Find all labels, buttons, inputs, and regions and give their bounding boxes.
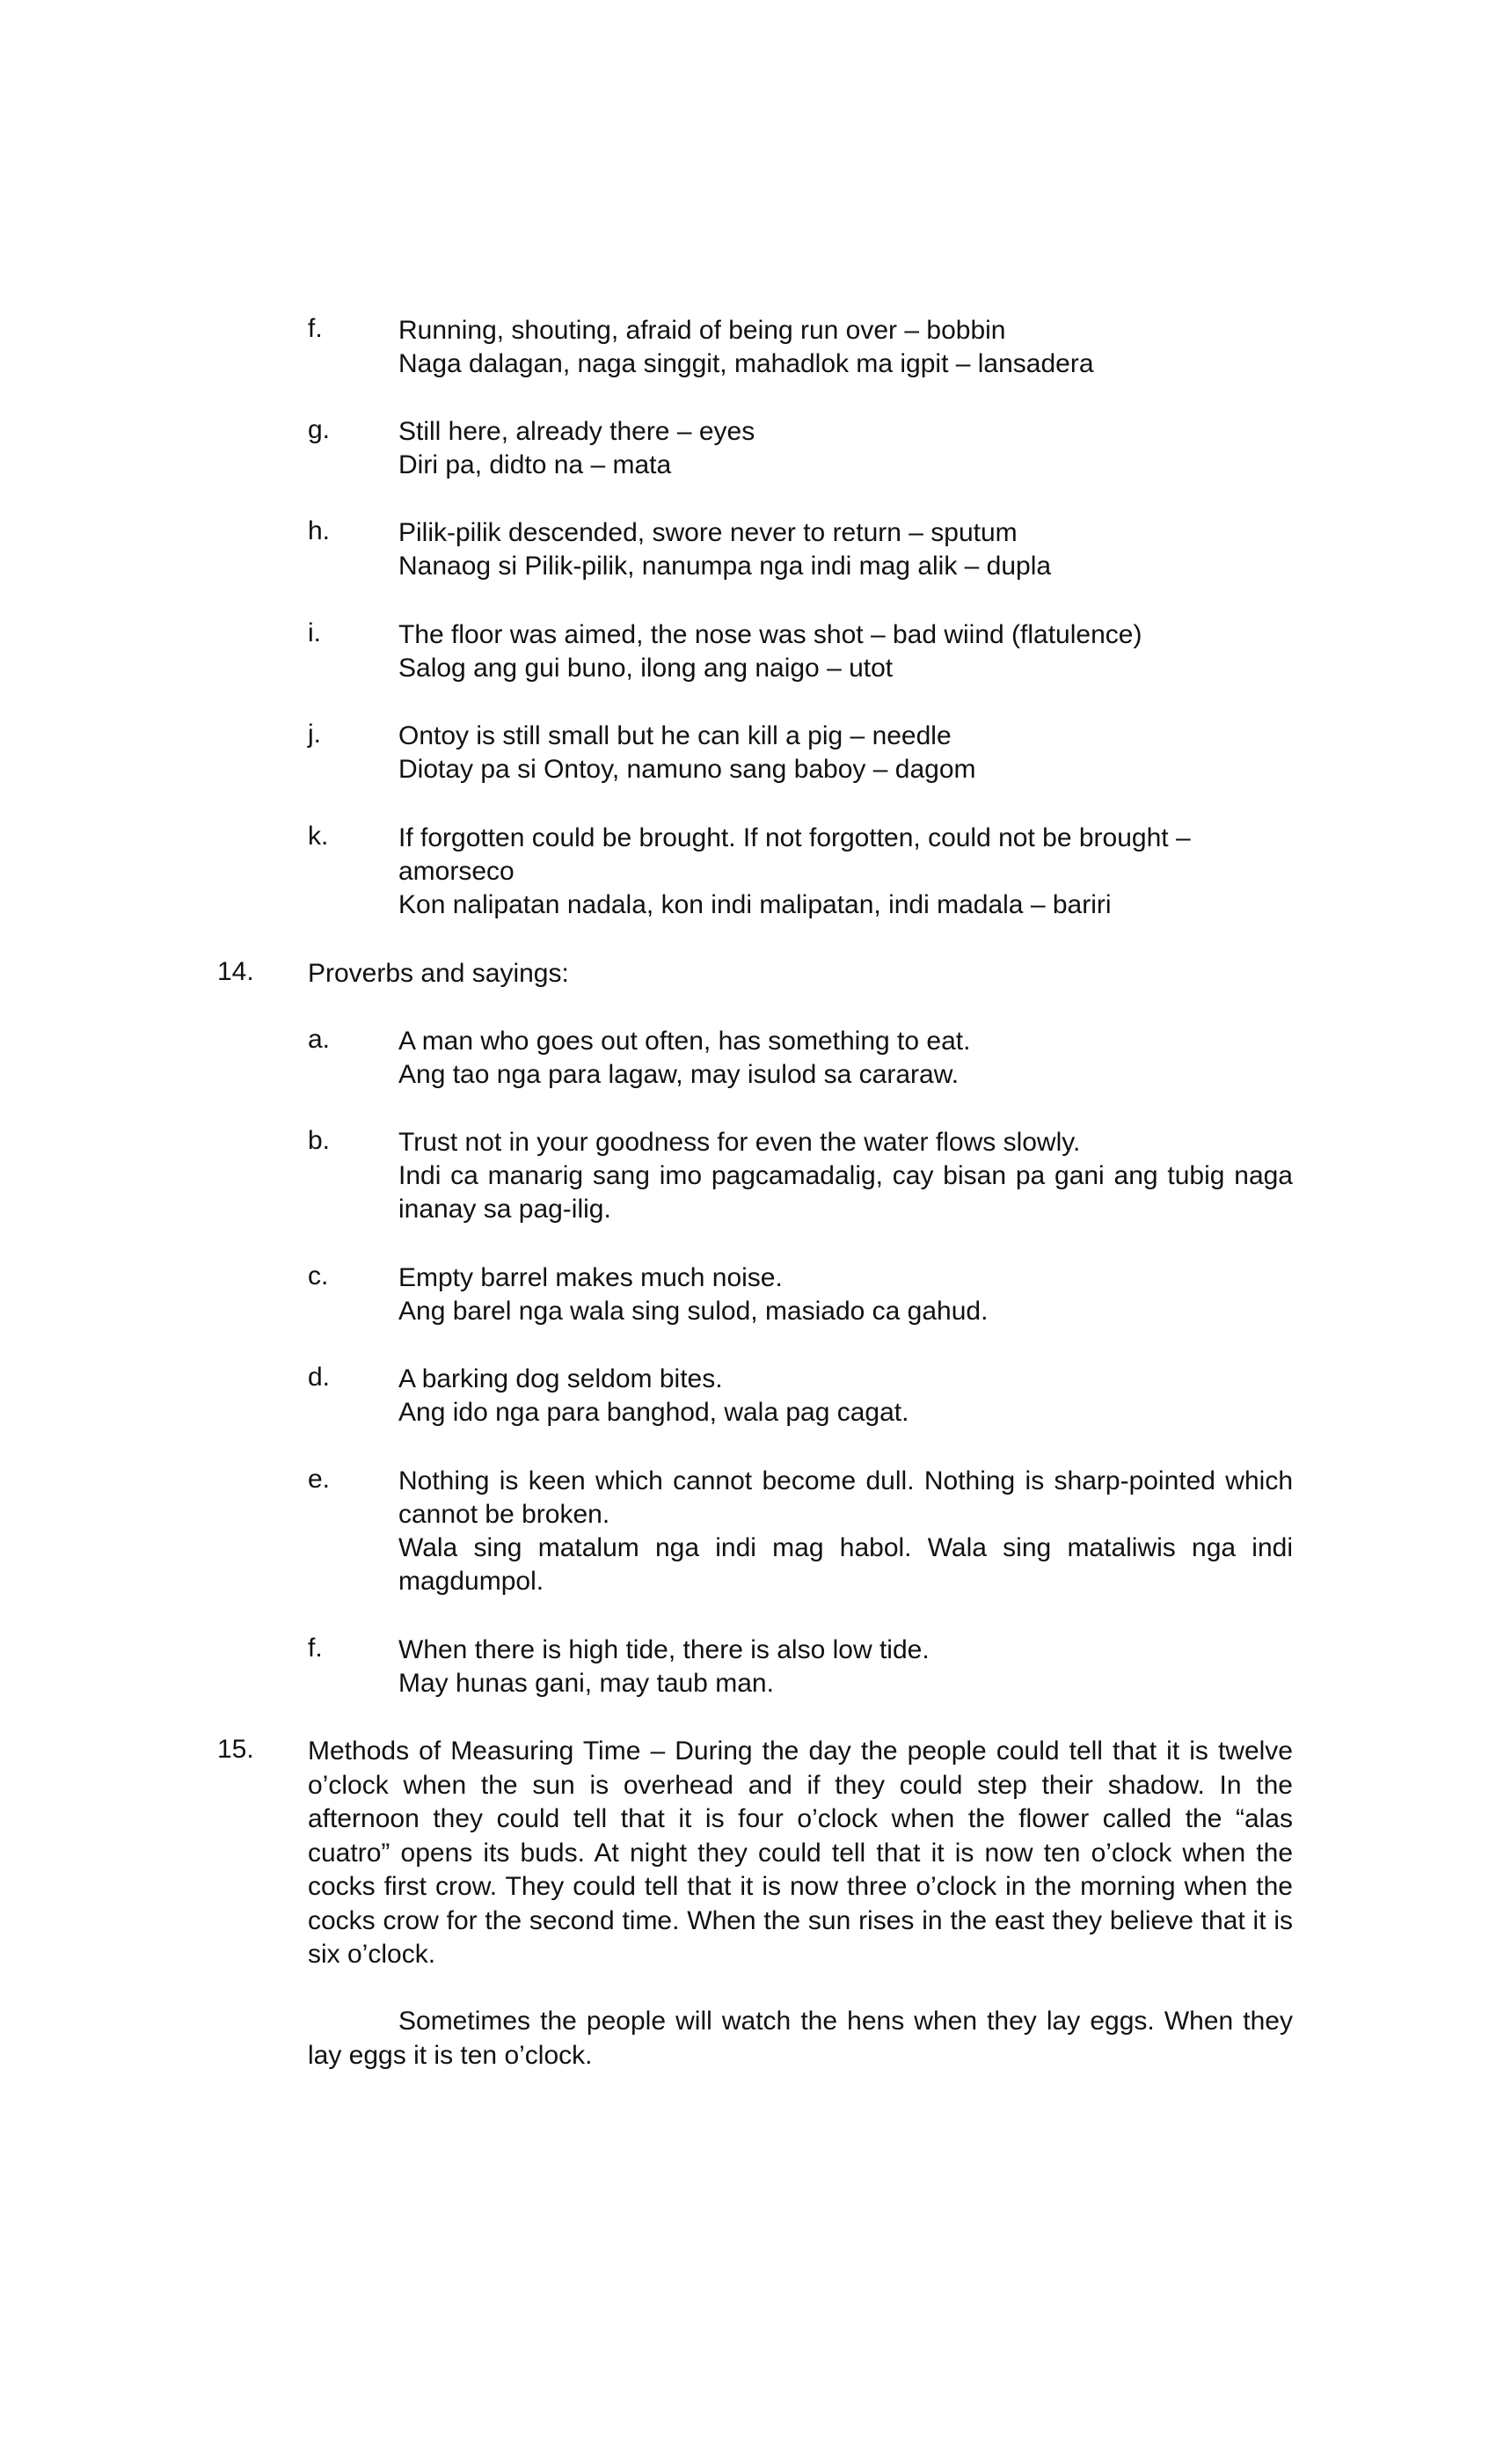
item-marker: f. bbox=[308, 314, 323, 343]
proverb-hiligaynon: Indi ca manarig sang imo pagcamadalig, cay bisan pa gani ang tubig naga inanay sa pag-ilig. bbox=[398, 1161, 1293, 1224]
section-number: 14. bbox=[217, 957, 254, 986]
riddle-english: Ontoy is still small but he can kill a pig – needle bbox=[398, 721, 952, 750]
proverb-hiligaynon: Ang barel nga wala sing sulod, masiado ca gahud. bbox=[398, 1297, 989, 1326]
item-marker: e. bbox=[308, 1465, 331, 1494]
riddle-hiligaynon: Diri pa, didto na – mata bbox=[398, 450, 672, 479]
proverb-english: Empty barrel makes much noise. bbox=[398, 1263, 783, 1292]
item-marker: h. bbox=[308, 516, 331, 545]
riddle-english: Still here, already there – eyes bbox=[398, 417, 755, 446]
proverb-english: Nothing is keen which cannot become dull. Nothing is sharp-pointed which cannot be broken. bbox=[398, 1466, 1293, 1529]
proverb-hiligaynon: Ang tao nga para lagaw, may isulod sa cararaw. bbox=[398, 1060, 960, 1089]
riddle-hiligaynon: Salog ang gui buno, ilong ang naigo – utot bbox=[398, 654, 894, 683]
section-15-paragraph-2: Sometimes the people will watch the hens when they lay eggs. When they lay eggs it is ten o’clock. bbox=[308, 2007, 1293, 2070]
section-15-paragraph-1: Methods of Measuring Time – During the day the people could tell that it is twelve o’clock when the sun is overhead and if they could step their shadow. In the afternoon they could tell that it is four o’clock when the flower called the “alas cuatro” opens its buds. At night they could tell that it is now ten o’clock when the cocks first crow. They could tell that it is now three o’clock in the morning when the cocks crow for the second time. When the sun rises in the east they believe that it is six o’clock. bbox=[308, 1736, 1293, 1969]
riddle-hiligaynon: Diotay pa si Ontoy, namuno sang baboy – dagom bbox=[398, 755, 976, 784]
section-number: 15. bbox=[217, 1735, 254, 1764]
riddle-english: Pilik-pilik descended, swore never to return – sputum bbox=[398, 518, 1018, 547]
item-marker: c. bbox=[308, 1261, 329, 1290]
riddle-hiligaynon: Nanaog si Pilik-pilik, nanumpa nga indi mag alik – dupla bbox=[398, 552, 1052, 581]
proverb-english: Trust not in your goodness for even the water flows slowly. bbox=[398, 1128, 1081, 1157]
proverb-hiligaynon: May hunas gani, may taub man. bbox=[398, 1669, 774, 1698]
riddle-english: The floor was aimed, the nose was shot – bad wiind (flatulence) bbox=[398, 620, 1142, 649]
riddle-hiligaynon: Kon nalipatan nadala, kon indi malipatan, indi madala – bariri bbox=[398, 890, 1112, 919]
riddle-english: If forgotten could be brought. If not forgotten, could not be brought – amorseco bbox=[398, 823, 1191, 886]
riddle-english: Running, shouting, afraid of being run over – bobbin bbox=[398, 316, 1006, 345]
proverb-english: A man who goes out often, has something to eat. bbox=[398, 1027, 971, 1056]
item-marker: g. bbox=[308, 415, 331, 444]
riddle-hiligaynon: Naga dalagan, naga singgit, mahadlok ma igpit – lansadera bbox=[398, 349, 1094, 378]
item-marker: d. bbox=[308, 1363, 331, 1392]
item-marker: k. bbox=[308, 822, 329, 851]
item-marker: a. bbox=[308, 1025, 331, 1054]
section-heading: Proverbs and sayings: bbox=[308, 959, 569, 988]
proverb-english: A barking dog seldom bites. bbox=[398, 1364, 723, 1393]
item-marker: i. bbox=[308, 618, 321, 647]
proverb-hiligaynon: Ang ido nga para banghod, wala pag cagat. bbox=[398, 1398, 909, 1427]
item-marker: j. bbox=[308, 720, 321, 749]
item-marker: b. bbox=[308, 1126, 331, 1155]
item-marker: f. bbox=[308, 1634, 323, 1663]
proverb-english: When there is high tide, there is also low tide. bbox=[398, 1635, 930, 1664]
proverb-hiligaynon: Wala sing matalum nga indi mag habol. Wala sing mataliwis nga indi magdumpol. bbox=[398, 1533, 1293, 1596]
